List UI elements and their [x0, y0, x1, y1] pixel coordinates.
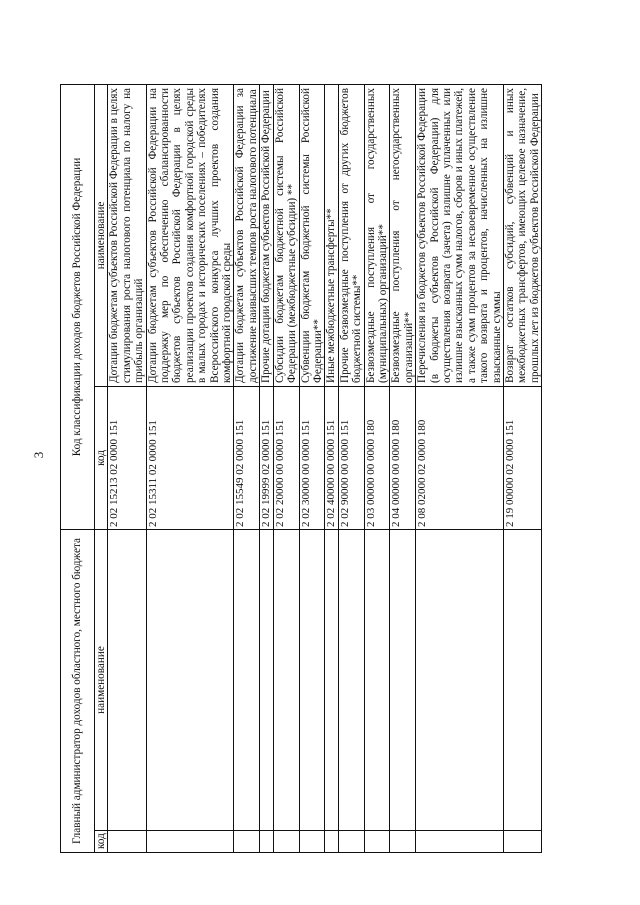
admin-header: Главный администратор доходов областного, местного бюджета: [61, 530, 95, 853]
admin-code-cell: [146, 831, 234, 853]
table-row: [364, 84, 390, 852]
rotated-page: [60, 85, 560, 853]
table-row: [504, 84, 542, 852]
code-cell: 2 02 19999 02 0000 151: [260, 387, 273, 530]
admin-code-cell: [299, 831, 325, 853]
admin-code-cell: [108, 831, 146, 853]
admin-code-cell: [325, 831, 338, 853]
table-row: [325, 84, 338, 852]
table-row: [260, 84, 273, 852]
code-cell: 2 02 15549 02 0000 151: [234, 387, 260, 530]
table-row: [234, 84, 260, 852]
code-cell: 2 02 30000 00 0000 151: [299, 387, 325, 530]
admin-name-cell: [299, 530, 325, 831]
code-cell: 2 02 15311 02 0000 151: [146, 387, 234, 530]
admin-name-cell: [260, 530, 273, 831]
name-cell: Дотации бюджетам субъектов Российской Федерации в целях стимулирования роста налогового потенциала по налогу на прибыль организаций: [108, 84, 146, 386]
admin-code-cell: [416, 831, 504, 853]
admin-code-cell: [260, 831, 273, 853]
code-cell: 2 08 02000 02 0000 180: [416, 387, 504, 530]
col-admin-code-header: код: [95, 831, 108, 853]
name-cell: Дотации бюджетам субъектов Российской Федерации за достижение наивысших темпов роста налогового потенциала: [234, 84, 260, 386]
name-cell: Безвозмездные поступления от негосударственных организаций**: [390, 84, 416, 386]
code-cell: 2 02 15213 02 0000 151: [108, 387, 146, 530]
name-cell: Иные межбюджетные трансферты**: [325, 84, 338, 386]
admin-name-cell: [325, 530, 338, 831]
col-name-header: наименование: [95, 84, 108, 386]
admin-name-cell: [108, 530, 146, 831]
admin-name-cell: [234, 530, 260, 831]
table-row: [146, 84, 234, 852]
name-cell: Перечисления из бюджетов субъектов Российской Федерации (в бюджеты субъектов Российской Федерации) для осуществления возврата (зачета) излишне уплаченных или излишне взысканных сумм налогов, сборов и иных платежей, а также сумм процентов за несвоевременное осуществление такого возврата и процентов, начисленных на излишне взысканные суммы: [416, 84, 504, 386]
admin-name-cell: [364, 530, 390, 831]
admin-code-cell: [273, 831, 299, 853]
classification-header: Код классификации доходов бюджетов Российской Федерации: [61, 84, 95, 529]
code-cell: 2 02 40000 00 0000 151: [325, 387, 338, 530]
admin-code-cell: [234, 831, 260, 853]
code-cell: 2 19 00000 02 0000 151: [504, 387, 542, 530]
table-row: [108, 84, 146, 852]
name-cell: Дотации бюджетам субъектов Российской Федерации на поддержку мер по обеспечению сбалансированности бюджетов субъектов Российской Федерации в целях реализации проектов создания комфортной городской среды в малых городах и исторических поселениях – победителях Всероссийского конкурса лучших проектов создания комфортной городской среды: [146, 84, 234, 386]
table-row: [338, 84, 364, 852]
admin-name-cell: [146, 530, 234, 831]
revenue-classification-table: [60, 84, 542, 853]
col-code-header: код: [95, 387, 108, 530]
admin-code-cell: [364, 831, 390, 853]
name-cell: Возврат остатков субсидий, субвенций и иных межбюджетных трансфертов, имеющих целевое назначение, прошлых лет из бюджетов субъектов Российской Федерации: [504, 84, 542, 386]
admin-code-cell: [390, 831, 416, 853]
table-row: [416, 84, 504, 852]
name-cell: Прочие дотации бюджетам субъектов Российской Федерации: [260, 84, 273, 386]
table-row: [390, 84, 416, 852]
page-number: 3: [31, 451, 46, 459]
admin-name-cell: [273, 530, 299, 831]
admin-name-cell: [504, 530, 542, 831]
admin-name-cell: [416, 530, 504, 831]
name-cell: Безвозмездные поступления от государственных (муниципальных) организаций**: [364, 84, 390, 386]
name-cell: Субвенции бюджетам бюджетной системы Российской Федерации**: [299, 84, 325, 386]
table-row: [299, 84, 325, 852]
admin-code-cell: [338, 831, 364, 853]
code-cell: 2 02 20000 00 0000 151: [273, 387, 299, 530]
name-cell: Прочие безвозмездные поступления от других бюджетов бюджетной системы**: [338, 84, 364, 386]
col-admin-name-header: наименование: [95, 530, 108, 831]
table-row: [273, 84, 299, 852]
name-cell: Субсидии бюджетам бюджетной системы Российской Федерации (межбюджетные субсидии) **: [273, 84, 299, 386]
admin-name-cell: [338, 530, 364, 831]
admin-name-cell: [390, 530, 416, 831]
admin-code-cell: [504, 831, 542, 853]
code-cell: 2 04 00000 00 0000 180: [390, 387, 416, 530]
code-cell: 2 03 00000 00 0000 180: [364, 387, 390, 530]
code-cell: 2 02 90000 00 0000 151: [338, 387, 364, 530]
